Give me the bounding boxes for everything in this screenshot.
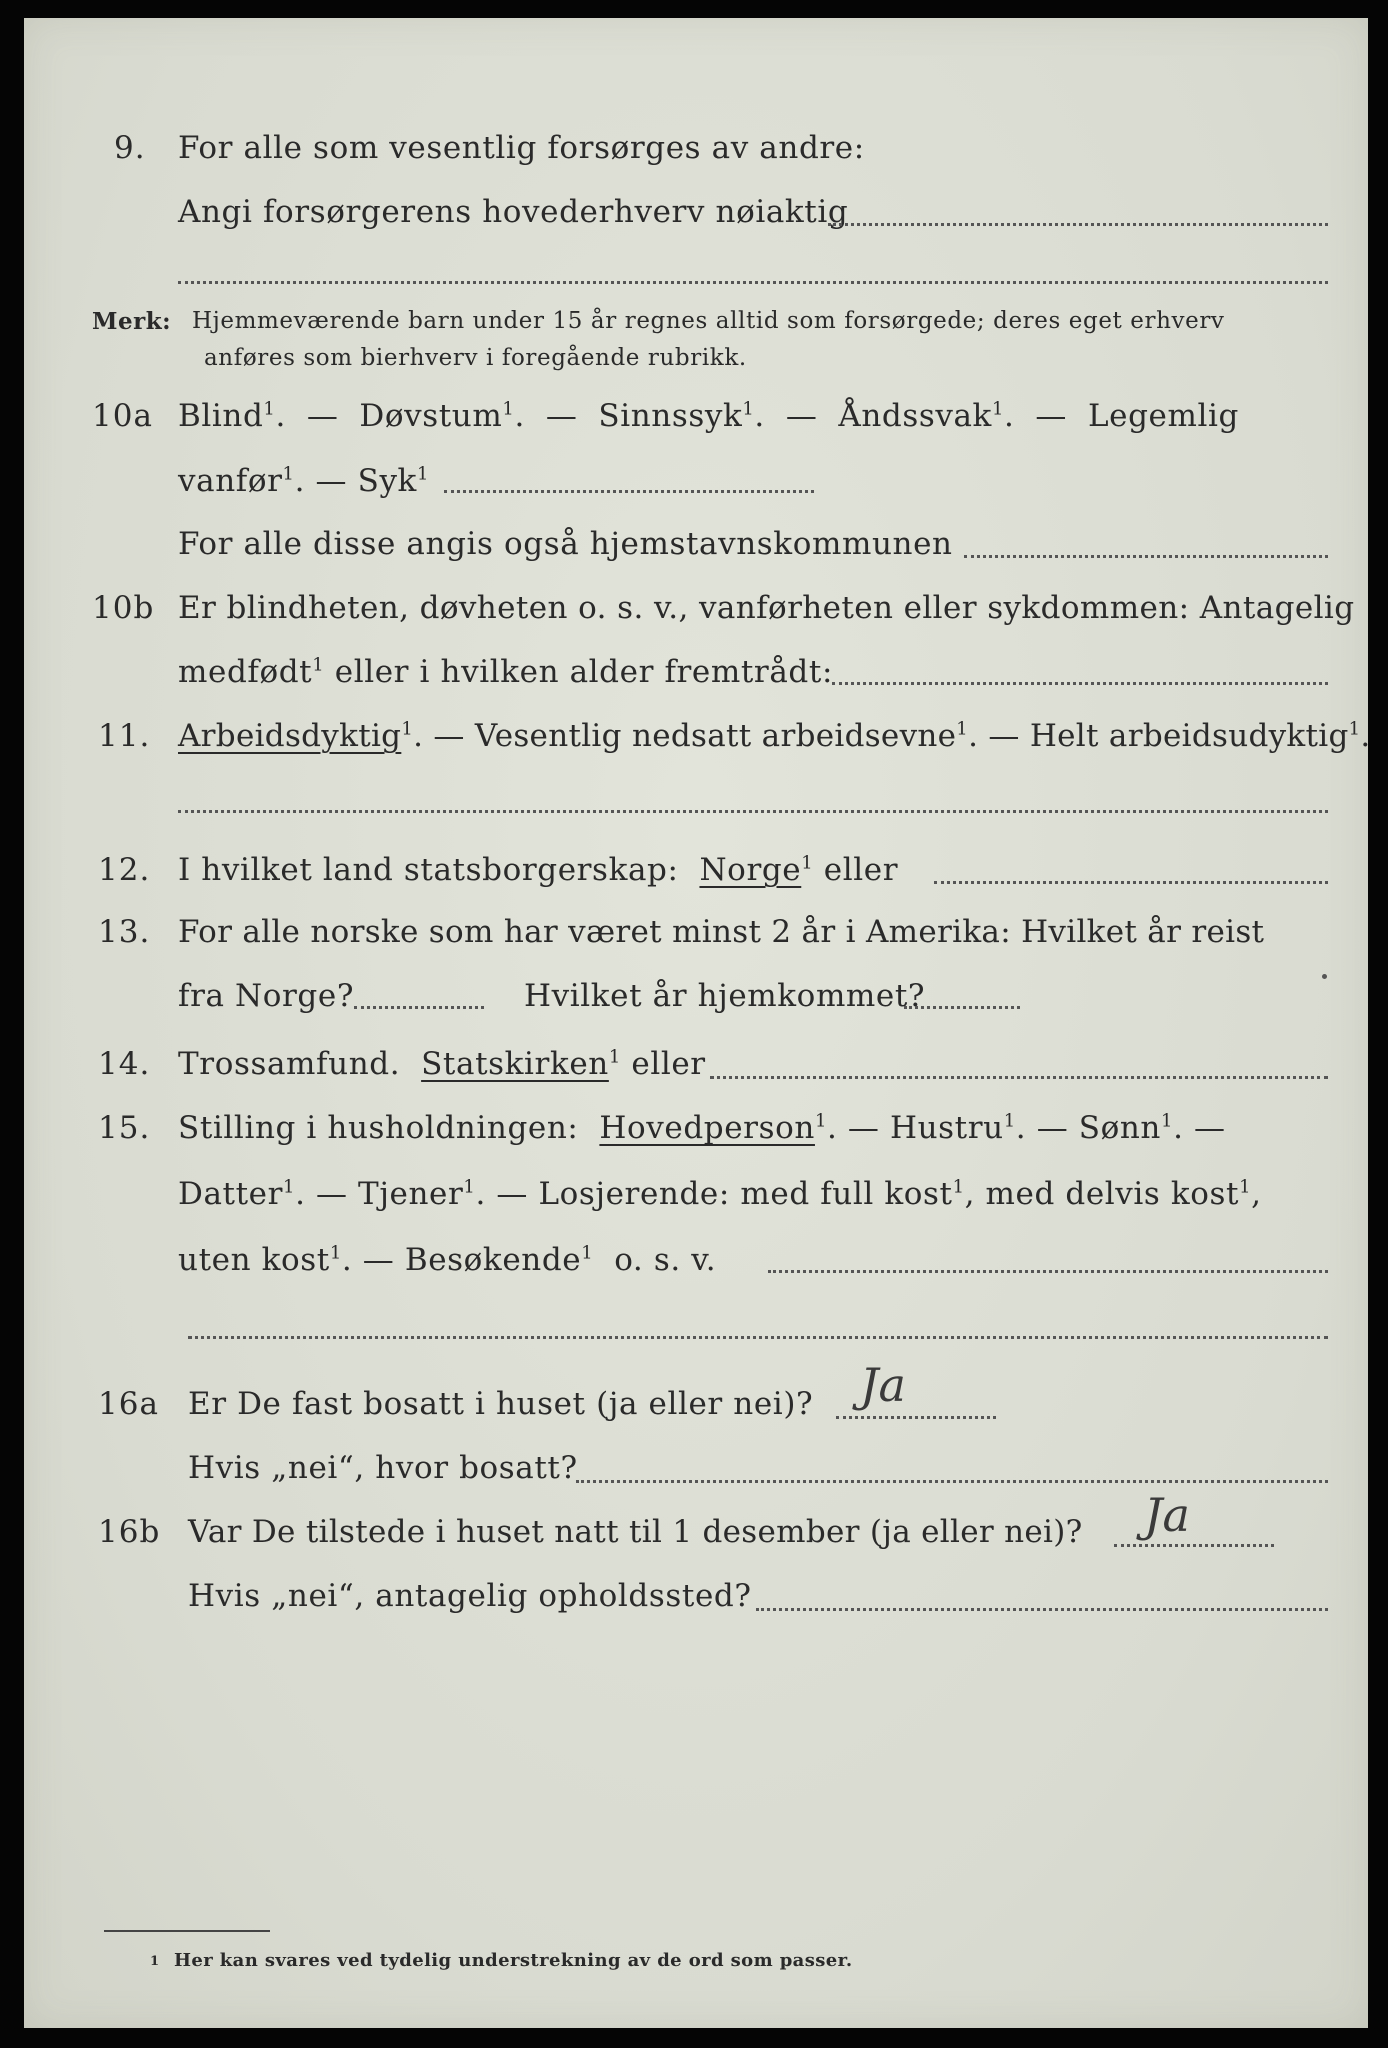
q13-line1: For alle norske som har været minst 2 år i Amerika: Hvilket år reist (178, 914, 1265, 950)
q12-line1: I hvilket land statsborgerskap: Norge$^1$ eller (178, 852, 899, 888)
q13-reist-line[interactable] (354, 1006, 484, 1009)
q12-answer-line[interactable] (934, 881, 1328, 884)
q15-number: 15. (98, 1110, 151, 1146)
syk-option[interactable]: Syk (357, 463, 417, 499)
q13-hjemkommet-line[interactable] (904, 1006, 1020, 1009)
q13-fra-label: fra Norge? (178, 978, 355, 1014)
q11-line1: Arbeidsdyktig$^1$. — Vesentlig nedsatt arbeidsevne$^1$. — Helt arbeidsudyktig$^1$. (178, 718, 1371, 754)
q16a-bosatt-line[interactable] (576, 1480, 1328, 1483)
q10a-line1: Blind$^1$. — Døvstum$^1$. — Sinnssyk$^1$. — Åndssvak$^1$. — Legemlig (178, 398, 1239, 434)
q10a-hjemstavn-line[interactable] (964, 555, 1328, 558)
vanfor-option[interactable]: vanfør (178, 463, 283, 499)
q9-line2: Angi forsørgerens hovederhverv nøiaktig (178, 194, 849, 230)
q16b-number: 16b (98, 1514, 161, 1550)
q15-line2: Datter$^1$. — Tjener$^1$. — Losjerende: med full kost$^1$, med delvis kost$^1$, (178, 1176, 1262, 1212)
q16b-line2: Hvis „nei“, antagelig opholdssted? (188, 1578, 752, 1614)
legemlig-option[interactable]: Legemlig (1087, 398, 1239, 434)
q15-line1: Stilling i husholdningen: Hovedperson$^1$. — Hustru$^1$. — Sønn$^1$. — (178, 1110, 1226, 1146)
q9-answer-line[interactable] (828, 223, 1328, 226)
q16a-handwritten-answer: Ja (860, 1358, 906, 1412)
q9-answer-line-2[interactable] (178, 281, 1328, 284)
q12-number: 12. (98, 852, 151, 888)
q16b-handwritten-answer: Ja (1144, 1488, 1190, 1542)
arbeidsdyktig-option[interactable]: Arbeidsdyktig (178, 718, 402, 754)
q13-hjem-label: Hvilket år hjemkommet? (524, 978, 926, 1014)
q10b-number: 10b (92, 590, 155, 626)
q10a-line2: vanfør$^1$. — Syk$^1$ (178, 463, 430, 499)
merk-label: Merk: (92, 308, 172, 335)
andssvak-option[interactable]: Åndssvak (838, 398, 992, 434)
q14-number: 14. (98, 1046, 151, 1082)
q16b-answer-line[interactable] (1114, 1544, 1274, 1547)
sinnssyk-option[interactable]: Sinnssyk (598, 398, 743, 434)
q11-number: 11. (98, 718, 151, 754)
q9-line1: For alle som vesentlig forsørges av andre: (178, 130, 865, 166)
q13-number: 13. (98, 914, 151, 950)
q16b-line1: Var De tilstede i huset natt til 1 desember (ja eller nei)? (188, 1514, 1083, 1550)
q9-number: 9. (114, 130, 146, 166)
q14-line1: Trossamfund. Statskirken$^1$ eller (178, 1046, 706, 1082)
footnote-text: Her kan svares ved tydelig understrekning av de ord som passer. (174, 1950, 853, 1971)
census-form-page (24, 18, 1371, 2028)
q10a-line3: For alle disse angis også hjemstavnskommunen (178, 526, 953, 562)
dovstum-option[interactable]: Døvstum (359, 398, 503, 434)
q10b-answer-line[interactable] (832, 682, 1328, 685)
q10a-number: 10a (92, 398, 153, 434)
hovedperson-option[interactable]: Hovedperson (599, 1110, 815, 1146)
footnote-mark: 1 (150, 1954, 160, 1969)
q10a-syk-line[interactable] (444, 490, 814, 493)
q16a-answer-line[interactable] (836, 1416, 996, 1419)
q11-answer-line[interactable] (178, 810, 1328, 813)
q10b-line1: Er blindheten, døvheten o. s. v., vanførheten eller sykdommen: Antagelig (178, 590, 1355, 626)
q15-answer-line-2[interactable] (188, 1336, 1328, 1339)
medfodt-option[interactable]: medfødt (178, 654, 313, 690)
ink-dot (1322, 974, 1327, 979)
q15-answer-line[interactable] (768, 1270, 1328, 1273)
q16a-line2: Hvis „nei“, hvor bosatt? (188, 1450, 578, 1486)
q14-answer-line[interactable] (710, 1076, 1328, 1079)
uten-kost-option[interactable]: uten kost (178, 1242, 330, 1278)
q15-line3: uten kost$^1$. — Besøkende$^1$ o. s. v. (178, 1242, 717, 1278)
q10b-line2: medfødt$^1$ eller i hvilken alder fremtrådt: (178, 654, 833, 690)
blind-option[interactable]: Blind (178, 398, 264, 434)
merk-line1: Hjemmeværende barn under 15 år regnes alltid som forsørgede; deres eget erhverv (192, 308, 1225, 334)
merk-line2: anføres som bierhverv i foregående rubrikk. (204, 345, 747, 371)
q16b-opholdssted-line[interactable] (756, 1608, 1328, 1611)
footnote-rule (104, 1930, 270, 1932)
datter-option[interactable]: Datter (178, 1176, 284, 1212)
norge-option[interactable]: Norge (699, 852, 802, 888)
q16a-line1: Er De fast bosatt i huset (ja eller nei)? (188, 1386, 814, 1422)
statskirken-option[interactable]: Statskirken (421, 1046, 609, 1082)
q16a-number: 16a (98, 1386, 159, 1422)
